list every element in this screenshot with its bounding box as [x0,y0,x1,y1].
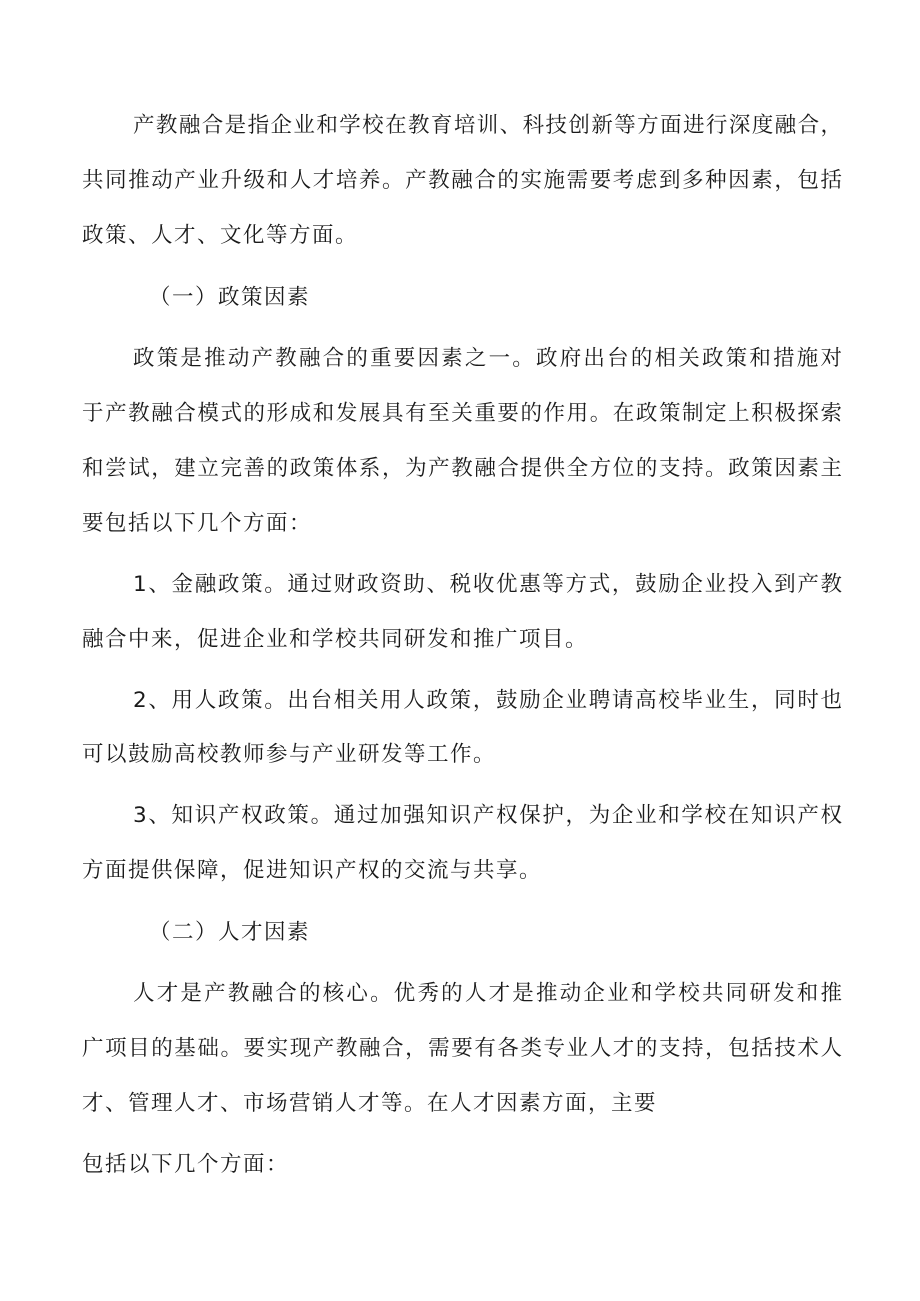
policy-para-line-1: 政策是推动产教融合的重要因素之一。政府出台的相关政策和措施对 [133,346,842,371]
intro-line-2: 共同推动产业升级和人才培养。产教融合的实施需要考虑到多种因素，包括 [82,168,842,193]
section-heading-policy: （一）政策因素 [149,285,311,310]
talent-para-line-2: 广项目的基础。要实现产教融合，需要有各类专业人才的支持，包括技术人 [82,1036,842,1061]
intro-line-3: 政策、人才、文化等方面。 [82,223,359,248]
policy-item-2-line-1: 2、用人政策。出台相关用人政策，鼓励企业聘请高校毕业生，同时也 [133,688,842,713]
policy-item-2-line-2: 可以鼓励高校教师参与产业研发等工作。 [82,742,497,767]
policy-item-3-line-1: 3、知识产权政策。通过加强知识产权保护，为企业和学校在知识产权 [133,803,842,828]
policy-para-line-4: 要包括以下几个方面： [82,511,313,536]
policy-para-line-2: 于产教融合模式的形成和发展具有至关重要的作用。在政策制定上积极探索 [82,401,842,426]
section-heading-talent: （二）人才因素 [149,920,311,945]
policy-item-1-line-1: 1、金融政策。通过财政资助、税收优惠等方式，鼓励企业投入到产教 [133,572,842,597]
intro-line-1: 产教融合是指企业和学校在教育培训、科技创新等方面进行深度融合， [133,113,842,138]
policy-item-1-line-2: 融合中来，促进企业和学校共同研发和推广项目。 [82,627,589,652]
talent-para-line-1: 人才是产教融合的核心。优秀的人才是推动企业和学校共同研发和推 [133,981,842,1006]
policy-para-line-3: 和尝试，建立完善的政策体系，为产教融合提供全方位的支持。政策因素主 [82,456,842,481]
talent-para-line-4: 包括以下几个方面： [82,1152,290,1177]
policy-item-3-line-2: 方面提供保障，促进知识产权的交流与共享。 [82,858,543,883]
talent-para-line-3: 才、管理人才、市场营销人才等。在人才因素方面，主要 [82,1091,658,1116]
